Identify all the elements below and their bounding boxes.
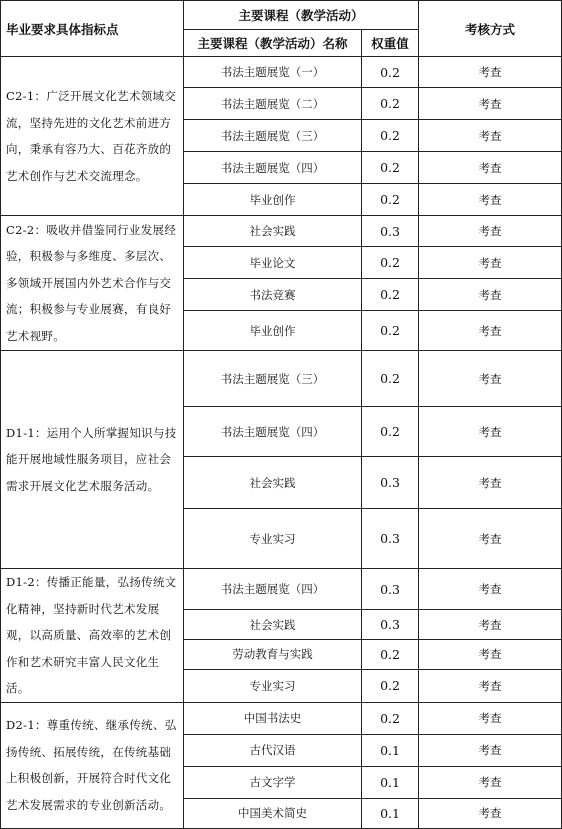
course-cell: 专业实习 bbox=[184, 509, 362, 569]
header-indicator: 毕业要求具体指标点 bbox=[1, 1, 184, 57]
header-method: 考核方式 bbox=[419, 1, 562, 57]
course-cell: 中国美术简史 bbox=[184, 798, 362, 828]
weight-cell: 0.2 bbox=[362, 669, 419, 702]
course-cell: 书法主题展览（四） bbox=[184, 407, 362, 457]
method-cell: 考查 bbox=[419, 88, 562, 120]
indicator-cell: D1-2：传播正能量，弘扬传统文化精神，坚持新时代艺术发展观，以高质量、高效率的艺术创作和艺术研究丰富人民文化生活。 bbox=[1, 569, 184, 703]
course-cell: 书法主题展览（一） bbox=[184, 57, 362, 88]
course-cell: 社会实践 bbox=[184, 457, 362, 509]
header-main-courses: 主要课程（教学活动） bbox=[184, 1, 419, 30]
header-weight: 权重值 bbox=[362, 30, 419, 57]
weight-cell: 0.2 bbox=[362, 88, 419, 120]
course-cell: 专业实习 bbox=[184, 669, 362, 702]
course-cell: 毕业创作 bbox=[184, 184, 362, 216]
course-cell: 社会实践 bbox=[184, 216, 362, 247]
table-row bbox=[1, 702, 562, 734]
weight-cell: 0.2 bbox=[362, 407, 419, 457]
weight-cell: 0.3 bbox=[362, 216, 419, 247]
weight-cell: 0.3 bbox=[362, 457, 419, 509]
header-course-name: 主要课程（教学活动）名称 bbox=[184, 30, 362, 57]
method-cell: 考查 bbox=[419, 734, 562, 766]
weight-cell: 0.2 bbox=[362, 184, 419, 216]
method-cell: 考查 bbox=[419, 702, 562, 734]
course-cell: 书法主题展览（四） bbox=[184, 569, 362, 610]
weight-cell: 0.2 bbox=[362, 639, 419, 669]
method-cell: 考查 bbox=[419, 766, 562, 798]
weight-cell: 0.3 bbox=[362, 569, 419, 610]
weight-cell: 0.2 bbox=[362, 247, 419, 279]
course-cell: 书法竞赛 bbox=[184, 279, 362, 311]
indicator-cell: D2-1：尊重传统、继承传统、弘扬传统、拓展传统，在传统基础上积极创新，开展符合时代文化艺术发展需求的专业创新活动。 bbox=[1, 702, 184, 828]
method-cell: 考查 bbox=[419, 120, 562, 152]
weight-cell: 0.2 bbox=[362, 57, 419, 88]
method-cell: 考查 bbox=[419, 509, 562, 569]
method-cell: 考查 bbox=[419, 639, 562, 669]
method-cell: 考查 bbox=[419, 798, 562, 828]
method-cell: 考查 bbox=[419, 184, 562, 216]
indicator-cell: C2-2：吸收并借鉴同行业发展经验，积极参与多维度、多层次、多领域开展国内外艺术合作与交流；积极参与专业展赛，有良好艺术视野。 bbox=[1, 216, 184, 351]
weight-cell: 0.1 bbox=[362, 798, 419, 828]
weight-cell: 0.2 bbox=[362, 279, 419, 311]
table-row bbox=[1, 569, 562, 610]
weight-cell: 0.2 bbox=[362, 311, 419, 351]
weight-cell: 0.1 bbox=[362, 734, 419, 766]
method-cell: 考查 bbox=[419, 279, 562, 311]
course-cell: 书法主题展览（三） bbox=[184, 120, 362, 152]
weight-cell: 0.3 bbox=[362, 610, 419, 640]
course-cell: 书法主题展览（二） bbox=[184, 88, 362, 120]
weight-cell: 0.2 bbox=[362, 152, 419, 184]
weight-cell: 0.2 bbox=[362, 351, 419, 407]
course-cell: 毕业创作 bbox=[184, 311, 362, 351]
method-cell: 考查 bbox=[419, 610, 562, 640]
method-cell: 考查 bbox=[419, 247, 562, 279]
method-cell: 考查 bbox=[419, 457, 562, 509]
method-cell: 考查 bbox=[419, 669, 562, 702]
method-cell: 考查 bbox=[419, 152, 562, 184]
method-cell: 考查 bbox=[419, 216, 562, 247]
method-cell: 考查 bbox=[419, 57, 562, 88]
course-cell: 中国书法史 bbox=[184, 702, 362, 734]
table-row bbox=[1, 351, 562, 407]
weight-cell: 0.3 bbox=[362, 509, 419, 569]
course-cell: 劳动教育与实践 bbox=[184, 639, 362, 669]
course-cell: 毕业论文 bbox=[184, 247, 362, 279]
course-cell: 古代汉语 bbox=[184, 734, 362, 766]
table-row bbox=[1, 57, 562, 88]
indicator-cell: D1-1：运用个人所掌握知识与技能开展地域性服务项目，应社会需求开展文化艺术服务活动。 bbox=[1, 351, 184, 569]
weight-cell: 0.1 bbox=[362, 766, 419, 798]
course-cell: 书法主题展览（三） bbox=[184, 351, 362, 407]
weight-cell: 0.2 bbox=[362, 702, 419, 734]
method-cell: 考查 bbox=[419, 407, 562, 457]
method-cell: 考查 bbox=[419, 311, 562, 351]
course-cell: 社会实践 bbox=[184, 610, 362, 640]
table-row bbox=[1, 216, 562, 247]
course-cell: 书法主题展览（四） bbox=[184, 152, 362, 184]
method-cell: 考查 bbox=[419, 569, 562, 610]
course-cell: 古文字学 bbox=[184, 766, 362, 798]
weight-cell: 0.2 bbox=[362, 120, 419, 152]
method-cell: 考查 bbox=[419, 351, 562, 407]
indicator-cell: C2-1：广泛开展文化艺术领域交流，坚持先进的文化艺术前进方向，秉承有容乃大、百花齐放的艺术创作与艺术交流理念。 bbox=[1, 57, 184, 216]
